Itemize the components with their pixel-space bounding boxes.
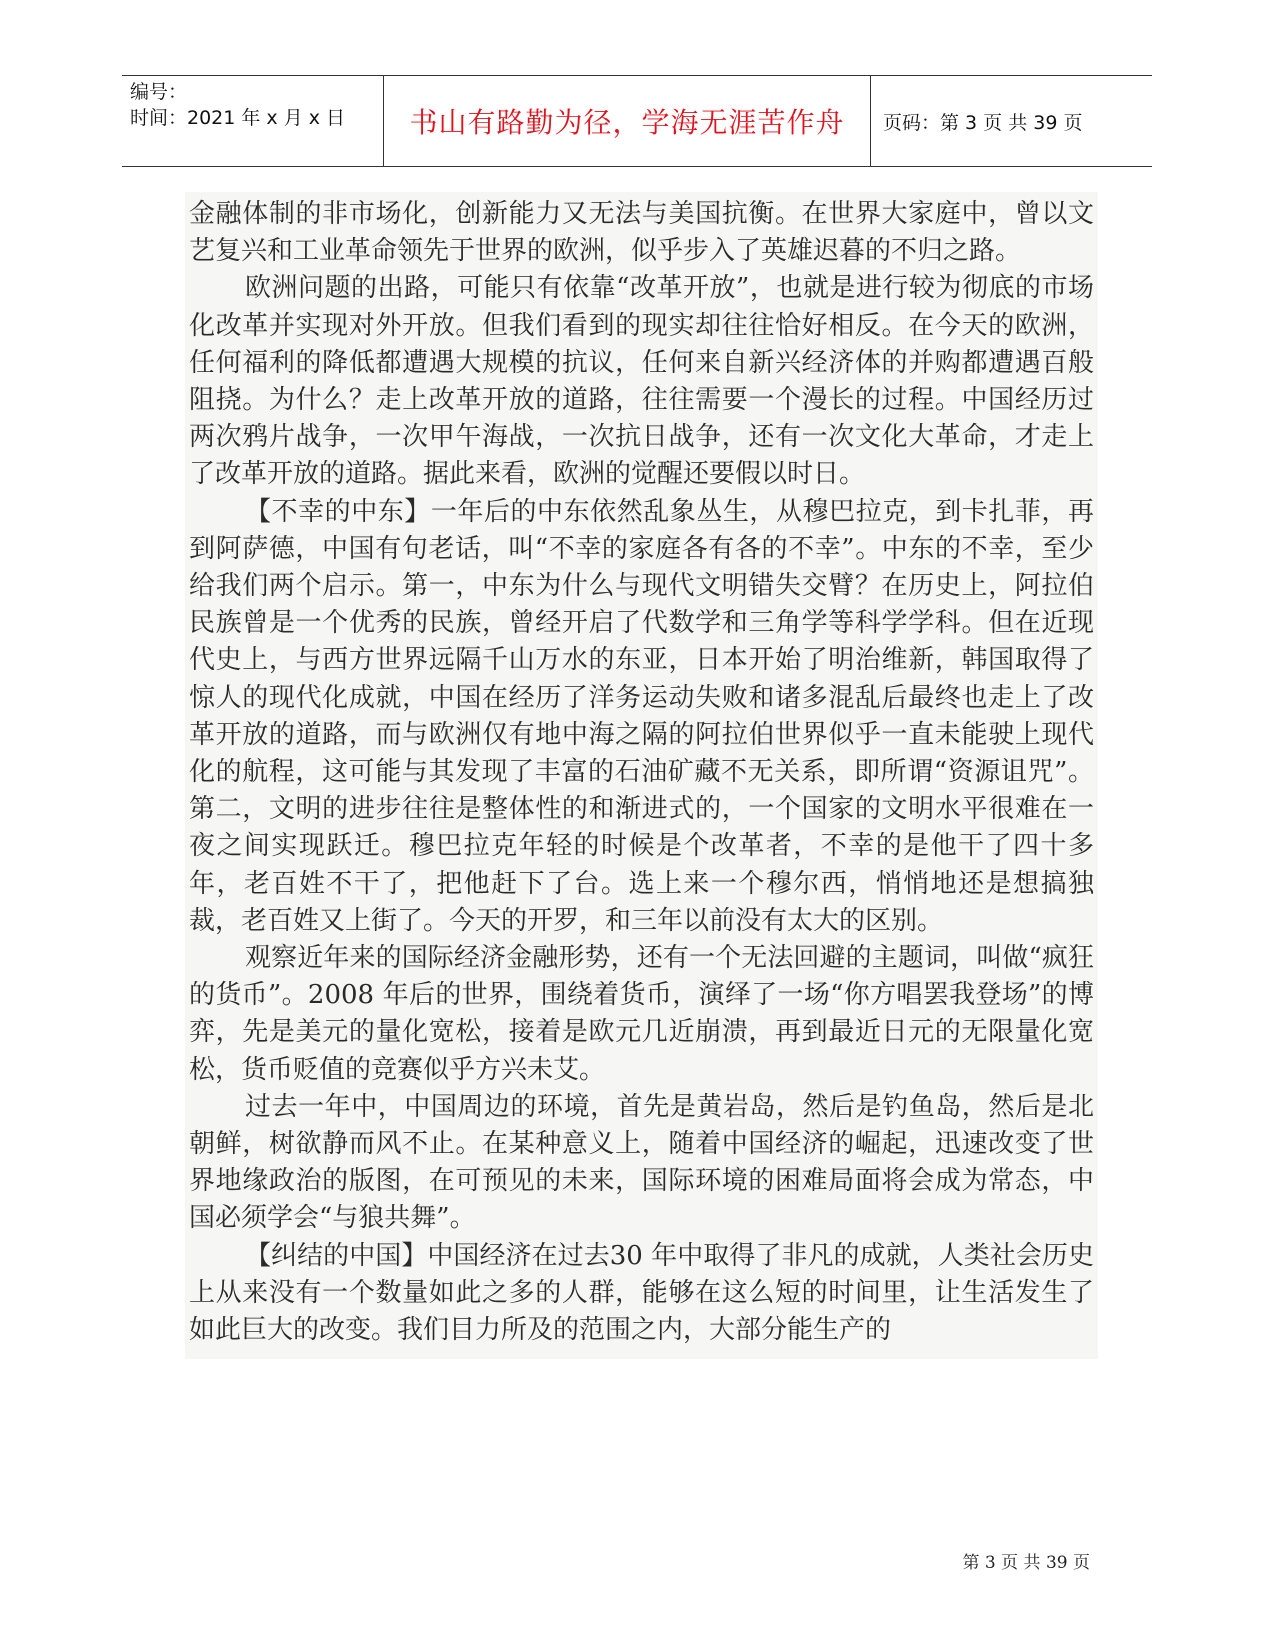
header-page-info: 页码：第 3 页 共 39 页 [883,111,1083,134]
header-meta [122,76,384,166]
paragraph: 【纠结的中国】中国经济在过去30 年中取得了非凡的成就，人类社会历史上从来没有一个数量如此之多的人群，能够在这么短的时间里，让生活发生了如此巨大的改变。我们目力所及的范围之内，大部分能生产的 [189,1240,1094,1346]
page-footer: 第 3 页 共 39 页 [962,1553,1090,1573]
document-body [185,192,1098,1359]
page-header [122,75,1152,167]
paragraph: 观察近年来的国际经济金融形势，还有一个无法回避的主题词，叫做“疯狂的货币”。2008 年后的世界，围绕着货币，演绎了一场“你方唱罢我登场”的博弈，先是美元的量化宽松，接着是欧元几近崩溃，再到最近日元的无限量化宽松，货币贬值的竞赛似乎方兴未艾。 [189,943,1094,1085]
paragraph: 金融体制的非市场化，创新能力又无法与美国抗衡。在世界大家庭中，曾以文艺复兴和工业革命领先于世界的欧洲，似乎步入了英雄迟暮的不归之路。 [189,199,1094,267]
paragraph: 欧洲问题的出路，可能只有依靠“改革开放”，也就是进行较为彻底的市场化改革并实现对外开放。但我们看到的现实却往往恰好相反。在今天的欧洲，任何福利的降低都遭遇大规模的抗议，任何来自新兴经济体的并购都遭遇百般阻挠。为什么？走上改革开放的道路，往往需要一个漫长的过程。中国经历过两次鸦片战争，一次甲午海战，一次抗日战争，还有一次文化大革命，才走上了改革开放的道路。据此来看，欧洲的觉醒还要假以时日。 [189,273,1094,490]
paragraph: 过去一年中，中国周边的环境，首先是黄岩岛，然后是钓鱼岛，然后是北朝鲜，树欲静而风不止。在某种意义上，随着中国经济的崛起，迅速改变了世界地缘政治的版图，在可预见的未来，国际环境的困难局面将会成为常态，中国必须学会“与狼共舞”。 [189,1091,1094,1234]
document-number-label: 编号： [130,81,188,103]
header-motto: 书山有路勤为径，学海无涯苦作舟 [384,76,871,166]
paragraph: 【不幸的中东】一年后的中东依然乱象丛生，从穆巴拉克，到卡扎菲，再到阿萨德，中国有句老话，叫“不幸的家庭各有各的不幸”。中东的不幸，至少给我们两个启示。第一，中东为什么与现代文明错失交臂？在历史上，阿拉伯民族曾是一个优秀的民族，曾经开启了代数学和三角学等科学学科。但在近现代史上，与西方世界远隔千山万水的东亚，日本开始了明治维新，韩国取得了惊人的现代化成就，中国在经历了洋务运动失败和诸多混乱后最终也走上了改革开放的道路，而与欧洲仅有地中海之隔的阿拉伯世界似乎一直未能驶上现代化的航程，这可能与其发现了丰富的石油矿藏不无关系，即所谓“资源诅咒”。第二，文明的进步往往是整体性的和渐进式的，一个国家的文明水平很难在一夜之间实现跃迁。穆巴拉克年轻的时候是个改革者，不幸的是他干了四十多年，老百姓不干了，把他赶下了台。选上来一个穆尔西，悄悄地还是想搞独裁，老百姓又上街了。今天的开罗，和三年以前没有太大的区别。 [189,496,1094,936]
document-date-label: 时间：2021 年 x 月 x 日 [130,107,346,129]
